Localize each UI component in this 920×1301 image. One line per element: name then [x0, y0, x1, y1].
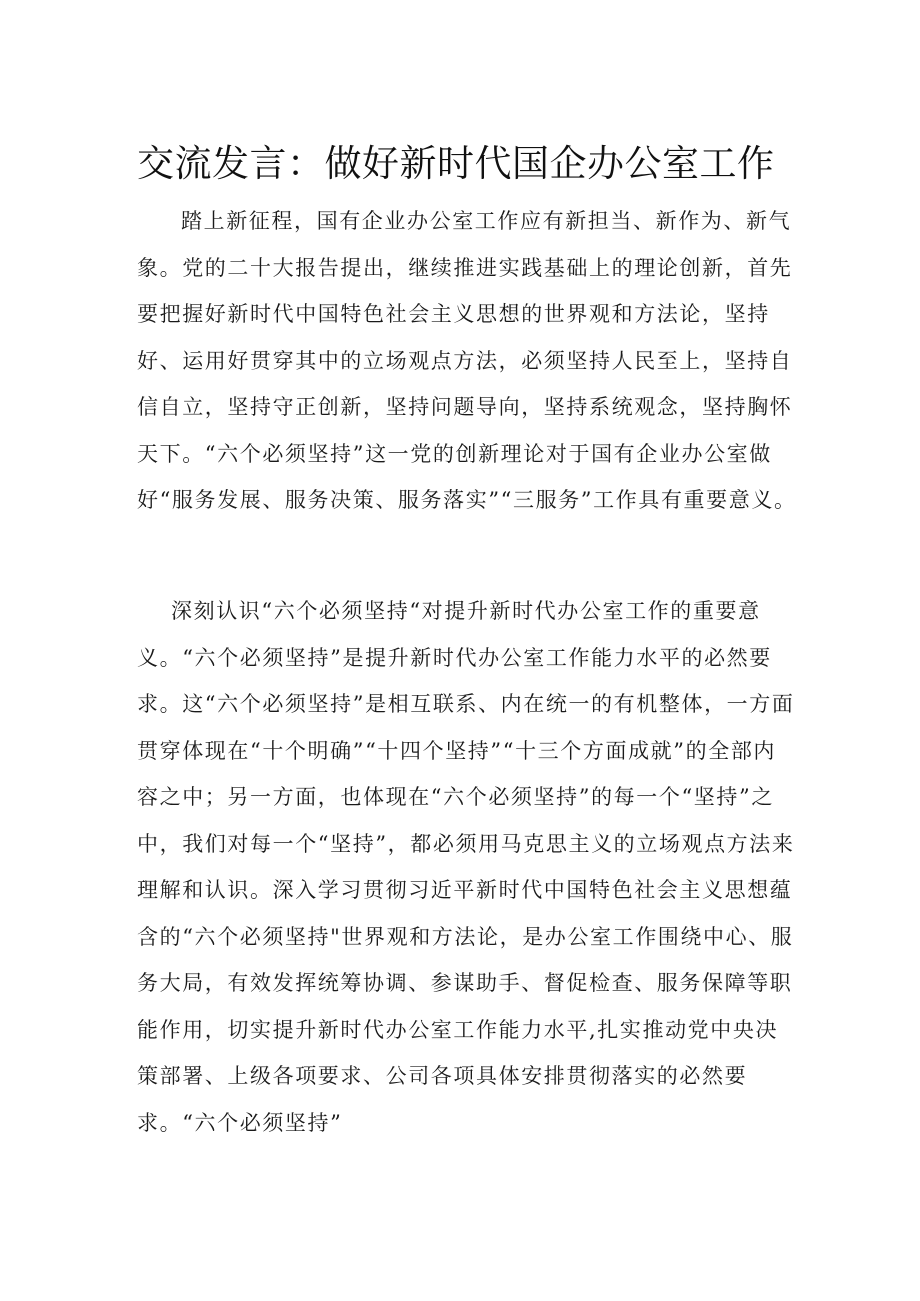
paragraph-2: 深刻认识“六个必须坚持“对提升新时代办公室工作的重要意义。“六个必须坚持”是提升新时代办公室工作能力水平的必然要求。这“六个必须坚持”是相互联系、内在统一的有机整体，一方面贯穿体现在“十个明确”“十四个坚持”“十三个方面成就”的全部内容之中；另一方面，也体现在“六个必须坚持”的每一个“坚持”之中，我们对每一个“坚持”，都必须用马克思主义的立场观点方法来理解和认识。深入学习贯彻习近平新时代中国特色社会主义思想蕴含的“六个必须坚持"世界观和方法论，是办公室工作围绕中心、服务大局，有效发挥统筹协调、参谋助手、督促检查、服务保障等职能作用，切实提升新时代办公室工作能力水平,扎实推动党中央决策部署、上级各项要求、公司各项具体安排贯彻落实的必然要求。“六个必须坚持” [137, 599, 795, 1135]
document-title: 交流发言：做好新时代国企办公室工作 [137, 142, 775, 185]
paragraph-1: 踏上新征程，国有企业办公室工作应有新担当、新作为、新气象。党的二十大报告提出，继续推进实践基础上的理论创新，首先要把握好新时代中国特色社会主义思想的世界观和方法论，坚持好、运用好贯穿其中的立场观点方法，必须坚持人民至上，坚持自信自立，坚持守正创新，坚持问题导向，坚持系统观念，坚持胸怀天下。“六个必须坚持”这一党的创新理论对于国有企业办公室做好“服务发展、服务决策、服务落实”“三服务”工作具有重要意义。 [137, 209, 797, 512]
